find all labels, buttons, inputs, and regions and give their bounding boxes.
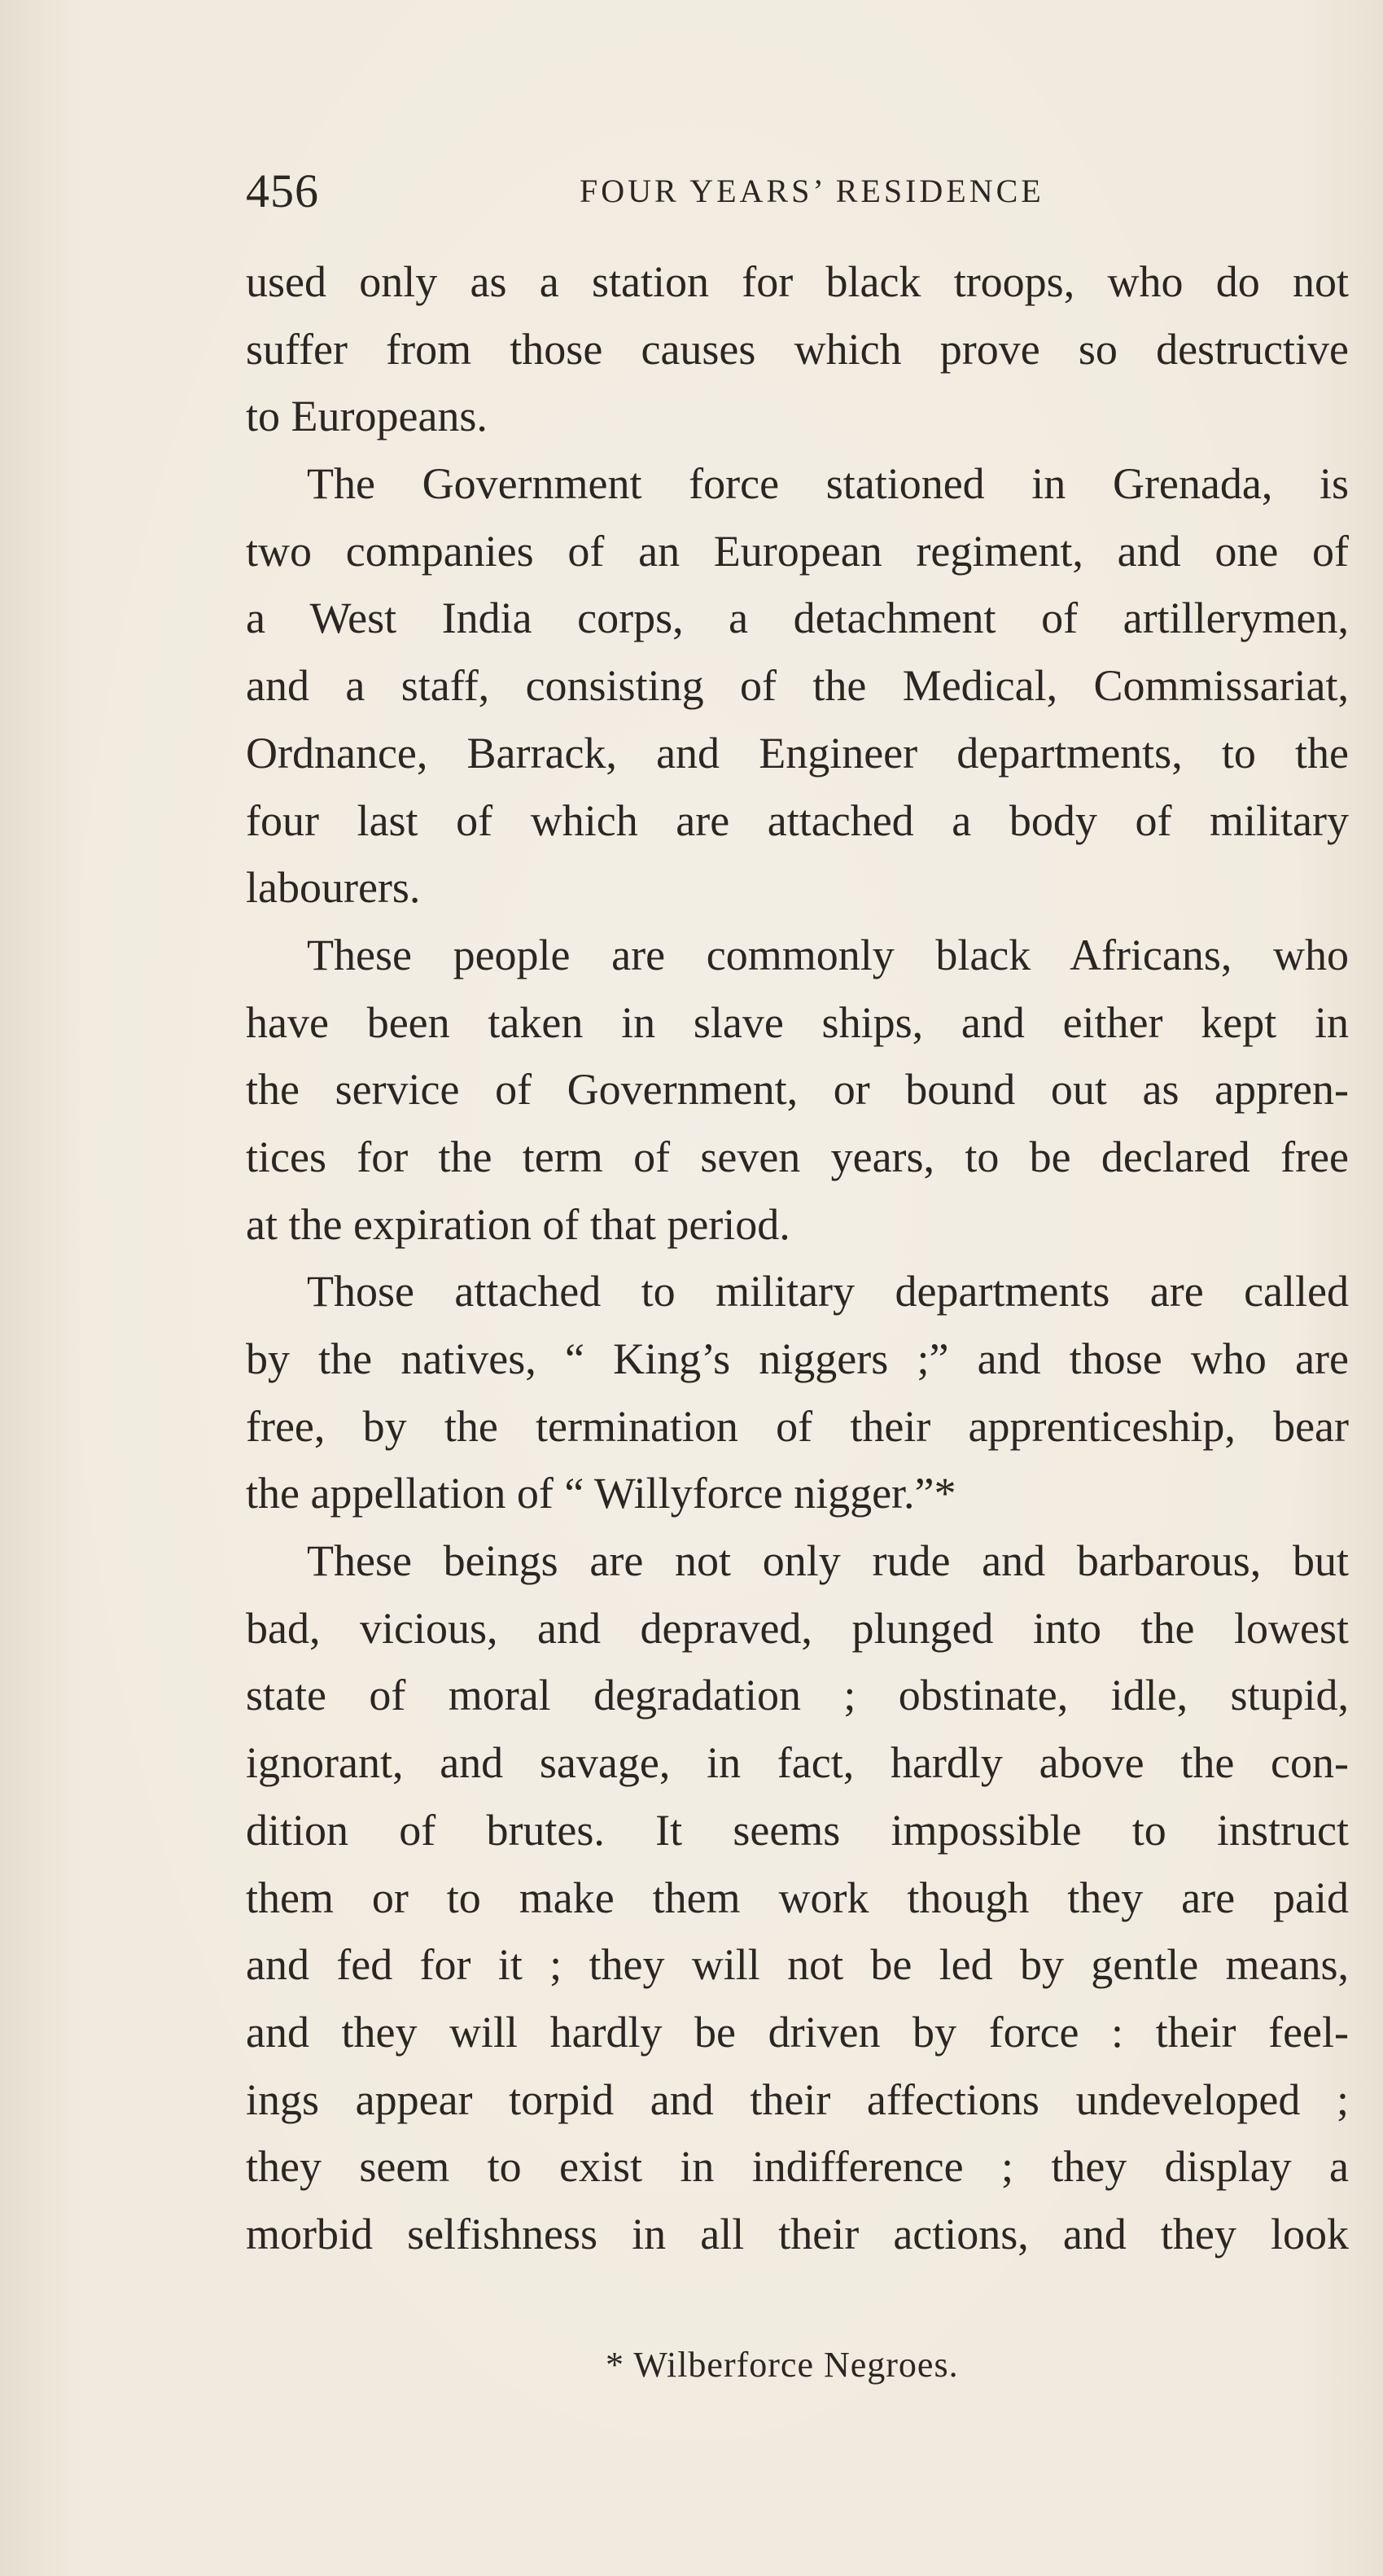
- text-line: used only as a station for black troops, who do not: [246, 257, 1349, 306]
- text-line: them or to make them work though they are paid: [246, 1873, 1349, 1922]
- text-line: four last of which are attached a body of military: [246, 795, 1349, 845]
- text-line: state of moral degradation ; obstinate, idle, stupid,: [246, 1671, 1349, 1720]
- text-line: These beings are not only rude and barbarous, but: [307, 1536, 1349, 1586]
- text-line: These people are commonly black Africans, who: [307, 930, 1349, 979]
- text-line: at the expiration of that period.: [246, 1199, 790, 1249]
- text-line: and fed for it ; they will not be led by gentle means,: [246, 1940, 1349, 1990]
- text-line: morbid selfishness in all their actions, and they look: [246, 2209, 1349, 2258]
- text-line: ignorant, and savage, in fact, hardly above the con-: [246, 1738, 1349, 1788]
- text-line: have been taken in slave ships, and either kept in: [246, 997, 1349, 1047]
- text-line: The Government force stationed in Grenada, is: [307, 459, 1349, 509]
- page-header: [246, 159, 1328, 224]
- body-text: [246, 248, 1349, 2268]
- running-head: FOUR YEARS’ RESIDENCE: [580, 173, 1044, 209]
- text-line: Ordnance, Barrack, and Engineer departments, to the: [246, 728, 1349, 778]
- text-line: by the natives, “ King’s niggers ;” and those who are: [246, 1334, 1349, 1383]
- text-line: and they will hardly be driven by force : their feel-: [246, 2007, 1349, 2057]
- text-line: suffer from those causes which prove so destructive: [246, 324, 1349, 374]
- text-line: and a staff, consisting of the Medical, Commissariat,: [246, 661, 1349, 711]
- text-line: two companies of an European regiment, and one of: [246, 526, 1349, 576]
- text-line: free, by the termination of their apprenticeship, bear: [246, 1401, 1349, 1451]
- text-line: dition of brutes. It seems impossible to instruct: [246, 1805, 1349, 1855]
- text-line: Those attached to military departments are called: [307, 1267, 1349, 1316]
- text-line: ings appear torpid and their affections undeveloped ;: [246, 2074, 1349, 2124]
- text-line: tices for the term of seven years, to be declared free: [246, 1132, 1349, 1181]
- text-line: labourers.: [246, 863, 421, 913]
- text-line: the appellation of “ Willyforce nigger.”*: [246, 1469, 956, 1518]
- text-line: the service of Government, or bound out as appren-: [246, 1065, 1349, 1115]
- text-line: bad, vicious, and depraved, plunged into the lowest: [246, 1603, 1349, 1653]
- text-line: a West India corps, a detachment of artillerymen,: [246, 594, 1349, 643]
- text-line: they seem to exist in indifference ; they display a: [246, 2142, 1349, 2192]
- footnote: * Wilberforce Negroes.: [606, 2345, 959, 2385]
- page-number: 456: [246, 164, 319, 217]
- text-line: to Europeans.: [246, 392, 488, 441]
